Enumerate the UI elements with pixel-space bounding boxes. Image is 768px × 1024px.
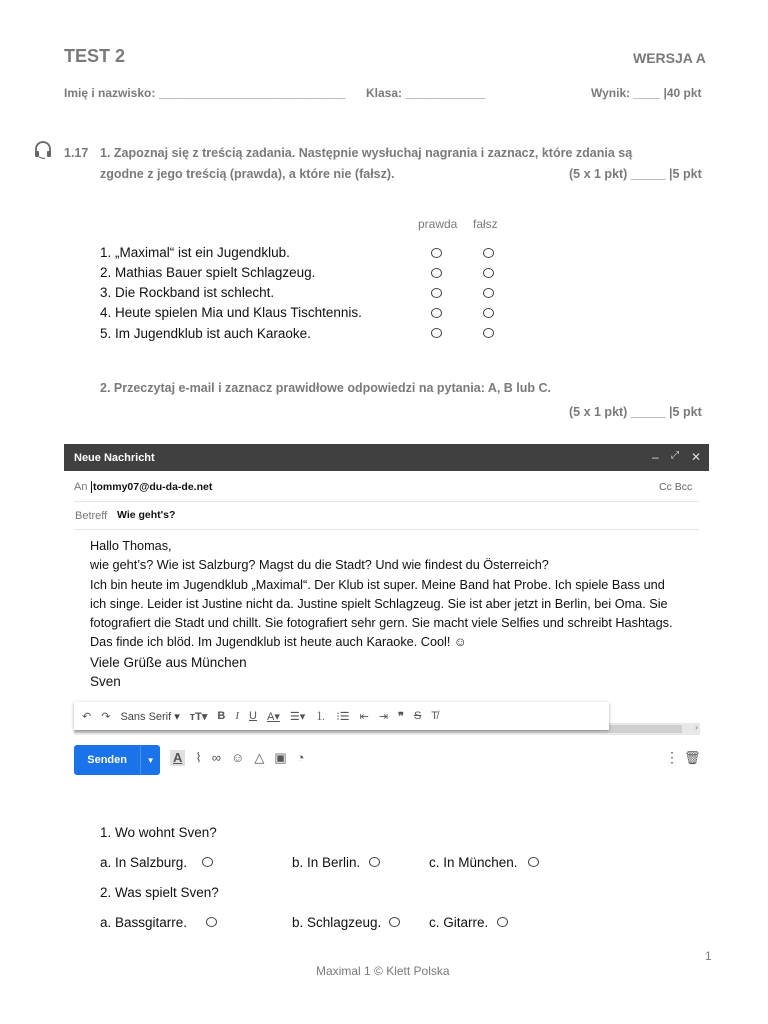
email-compose-window (64, 444, 709, 779)
trash-icon[interactable]: 🗑 (684, 750, 701, 765)
subject-field[interactable]: Wie geht's? (117, 509, 176, 521)
radio-2a[interactable] (206, 917, 217, 927)
font-select[interactable]: Sans Serif ▾ (120, 710, 180, 723)
body-closing: Viele Grüße aus München (90, 654, 247, 670)
radio-2b[interactable] (389, 917, 400, 927)
strikethrough-icon[interactable]: S (413, 710, 422, 722)
font-size-icon[interactable]: ᴛT▾ (189, 710, 208, 723)
column-true-label: prawda (418, 217, 458, 231)
column-false-label: fałsz (473, 217, 498, 231)
recipient-field[interactable]: tommy07@du-da-de.net (93, 481, 213, 493)
statement-5: 5. Im Jugendklub ist auch Karaoke. (100, 326, 311, 341)
score-label: Wynik: ____ |40 pkt (591, 86, 702, 100)
email-title-bar (64, 444, 709, 471)
clear-formatting-icon[interactable]: T̸ (431, 710, 439, 722)
radio-false-1[interactable] (483, 248, 494, 258)
body-line: fotografiert die Stadt und chillt. Sie fotografiert sehr gern. Sie macht viele Selfies und schreibt Hashtags. (90, 616, 673, 631)
answer-1c: c. In München. (429, 855, 518, 870)
radio-2c[interactable] (497, 917, 508, 927)
send-options-icon[interactable]: ▼ (140, 745, 160, 775)
close-icon[interactable]: ✕ (691, 450, 702, 464)
body-line: ich singe. Leider ist Justine nicht da. Justine spielt Schlagzeug. Sie ist aber jetzt in Berlin, bei Oma. Sie (90, 596, 668, 611)
name-field-label: Imię i nazwisko: ____________________________ (64, 86, 346, 100)
task1-points: (5 x 1 pkt) _____ |5 pkt (569, 167, 702, 181)
body-signature: Sven (90, 674, 121, 690)
question-2: 2. Was spielt Sven? (100, 885, 219, 900)
body-line: Ich bin heute im Jugendklub „Maximal“. Der Klub ist super. Meine Band hat Probe. Ich spiele Bass und (90, 577, 665, 592)
align-icon[interactable]: ☰▾ (289, 710, 306, 723)
question-1: 1. Wo wohnt Sven? (100, 825, 217, 840)
radio-1b[interactable] (369, 857, 380, 867)
track-number: 1.17 (64, 146, 89, 160)
radio-true-5[interactable] (431, 328, 442, 338)
indent-more-icon[interactable]: ⇥ (378, 710, 389, 723)
test-title: TEST 2 (64, 46, 126, 66)
task2-points: (5 x 1 pkt) _____ |5 pkt (569, 405, 702, 419)
statement-2: 2. Mathias Bauer spielt Schlagzeug. (100, 265, 316, 280)
text-color-icon[interactable]: A▾ (266, 710, 280, 723)
body-line: wie geht’s? Wie ist Salzburg? Magst du die Stadt? Und wie findest du Österreich? (90, 558, 549, 573)
copyright-footer: Maximal 1 © Klett Polska (316, 964, 450, 978)
body-line: Das finde ich blöd. Im Jugendklub ist heute auch Karaoke. Cool! ☺ (90, 635, 467, 650)
bulleted-list-icon[interactable]: ⁝☰ (336, 710, 350, 723)
attach-icon[interactable]: ⌇ (195, 750, 202, 765)
to-label: An (74, 481, 88, 493)
radio-true-3[interactable] (431, 288, 442, 298)
radio-false-3[interactable] (483, 288, 494, 298)
task1-instruction-line2: zgodne z jego treścią (prawda), a które nie (fałsz). (100, 167, 395, 181)
underline-icon[interactable]: U (249, 710, 257, 722)
task1-instruction-line1: 1. Zapoznaj się z treścią zadania. Następnie wysłuchaj nagrania i zaznacz, które zdania są (100, 146, 633, 160)
version-label: WERSJA A (633, 50, 706, 66)
statement-4: 4. Heute spielen Mia und Klaus Tischtennis. (100, 305, 362, 320)
statement-3: 3. Die Rockband ist schlecht. (100, 285, 275, 300)
radio-1a[interactable] (202, 857, 213, 867)
answer-2c: c. Gitarre. (429, 915, 489, 930)
font-select-value: Sans Serif (120, 710, 172, 723)
task2-instruction: 2. Przeczytaj e-mail i zaznacz prawidłowe odpowiedzi na pytania: A, B lub C. (100, 381, 552, 395)
drive-icon[interactable]: △ (254, 750, 265, 765)
bold-icon[interactable]: B (217, 710, 226, 722)
send-button[interactable] (74, 745, 160, 775)
radio-true-4[interactable] (431, 308, 442, 318)
formatting-options-icon[interactable]: A (170, 750, 185, 766)
expand-icon[interactable]: ⤢ (671, 450, 679, 461)
answer-2b: b. Schlagzeug. (292, 915, 382, 930)
italic-icon[interactable]: I (235, 710, 240, 722)
recipient-row[interactable] (74, 474, 699, 502)
email-body[interactable] (90, 537, 702, 691)
emoji-icon[interactable]: ☺ (231, 750, 245, 765)
minimize-icon[interactable]: – (652, 450, 659, 464)
radio-false-2[interactable] (483, 268, 494, 278)
more-options-icon[interactable]: ⋮ (665, 749, 679, 765)
headphones-icon (33, 140, 53, 165)
photo-icon[interactable]: ▣ (274, 750, 287, 765)
radio-1c[interactable] (528, 857, 539, 867)
indent-less-icon[interactable]: ⇤ (359, 710, 369, 723)
statement-1: 1. „Maximal“ ist ein Jugendklub. (100, 245, 290, 260)
cc-bcc-link[interactable]: Cc Bcc (659, 481, 693, 493)
answer-1b: b. In Berlin. (292, 855, 361, 870)
answer-2a: a. Bassgitarre. (100, 915, 188, 930)
radio-false-5[interactable] (483, 328, 494, 338)
radio-false-4[interactable] (483, 308, 494, 318)
radio-true-2[interactable] (431, 268, 442, 278)
confidential-icon[interactable]: ◔ (296, 750, 305, 765)
link-icon[interactable]: ∞ (211, 750, 222, 765)
answer-1a: a. In Salzburg. (100, 855, 188, 870)
compose-actions (170, 750, 304, 766)
email-window-title: Neue Nachricht (74, 451, 155, 464)
subject-label: Betreff (75, 510, 108, 522)
class-field-label: Klasa: ____________ (366, 86, 486, 100)
undo-icon[interactable]: ↶ (82, 710, 92, 723)
formatting-toolbar (74, 702, 609, 730)
subject-row[interactable] (74, 502, 699, 530)
numbered-list-icon[interactable]: ⒈ (315, 711, 327, 723)
send-button-label: Senden (87, 754, 127, 766)
body-greeting: Hallo Thomas, (90, 539, 172, 553)
page-number: 1 (705, 949, 712, 963)
quote-icon[interactable]: ❞ (398, 710, 404, 723)
redo-icon[interactable]: ↷ (101, 710, 111, 723)
scroll-right-icon[interactable]: › (695, 722, 698, 732)
radio-true-1[interactable] (431, 248, 442, 258)
